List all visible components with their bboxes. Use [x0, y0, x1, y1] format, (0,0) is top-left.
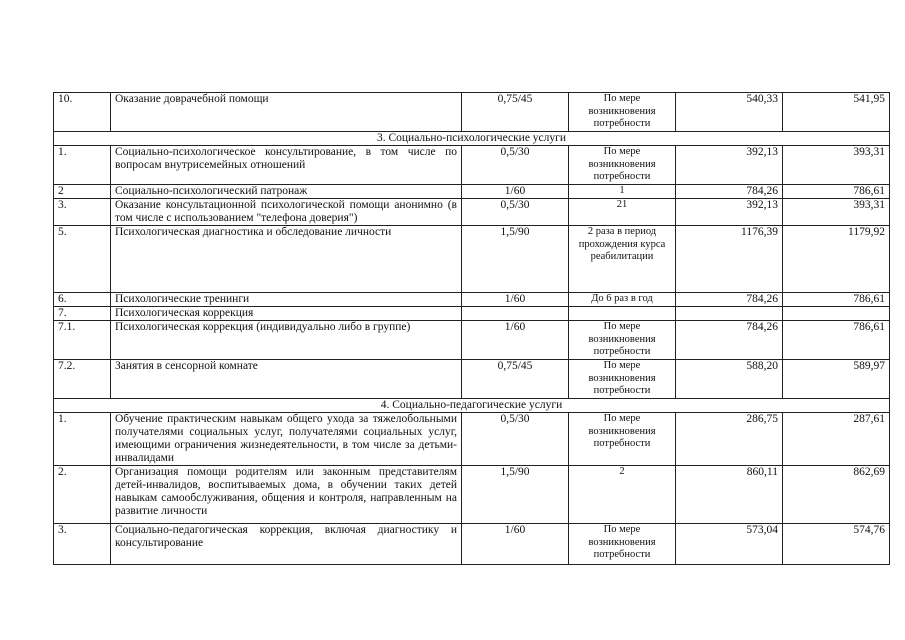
service-name: Организация помощи родителям или законным представителям детей-инвалидов, воспитываемых дома, в обучении таких детей навыкам самообслуживания, общения и контроля, направленным на развитие личности	[111, 466, 462, 524]
row-number: 2.	[54, 466, 111, 524]
service-name: Психологические тренинги	[111, 293, 462, 307]
price-2	[783, 307, 890, 321]
time-norm: 0,5/30	[462, 413, 569, 466]
frequency: По мере возникновения потребности	[569, 93, 676, 132]
row-number: 7.	[54, 307, 111, 321]
row-number: 6.	[54, 293, 111, 307]
price-1: 588,20	[676, 360, 783, 399]
frequency: 21	[569, 199, 676, 226]
table-row	[54, 93, 890, 132]
price-1: 784,26	[676, 185, 783, 199]
row-number: 3.	[54, 524, 111, 565]
price-1: 573,04	[676, 524, 783, 565]
section-title: 3. Социально-психологические услуги	[54, 132, 890, 146]
service-name: Обучение практическим навыкам общего ухода за тяжелобольными получателями социальных услуг, получателями социальных услуг, имеющими ограничения жизнедеятельности, в том числе за детьми-инвалидами	[111, 413, 462, 466]
frequency: По мере возникновения потребности	[569, 413, 676, 466]
price-2: 589,97	[783, 360, 890, 399]
frequency: По мере возникновения потребности	[569, 524, 676, 565]
table-row	[54, 360, 890, 399]
service-name: Занятия в сенсорной комнате	[111, 360, 462, 399]
time-norm: 0,75/45	[462, 360, 569, 399]
frequency	[569, 307, 676, 321]
price-2: 786,61	[783, 293, 890, 307]
time-norm: 1,5/90	[462, 466, 569, 524]
table-row	[54, 146, 890, 185]
time-norm: 1/60	[462, 524, 569, 565]
frequency: По мере возникновения потребности	[569, 321, 676, 360]
row-number: 1.	[54, 146, 111, 185]
row-number: 7.2.	[54, 360, 111, 399]
table-row	[54, 307, 890, 321]
price-1	[676, 307, 783, 321]
price-2: 786,61	[783, 321, 890, 360]
time-norm: 1,5/90	[462, 226, 569, 293]
service-name: Социально-психологическое консультирование, в том числе по вопросам внутрисемейных отношений	[111, 146, 462, 185]
section-row	[54, 399, 890, 413]
price-1: 1176,39	[676, 226, 783, 293]
row-number: 7.1.	[54, 321, 111, 360]
table-row	[54, 226, 890, 293]
price-2: 574,76	[783, 524, 890, 565]
frequency: До 6 раз в год	[569, 293, 676, 307]
table-row	[54, 185, 890, 199]
price-2: 1179,92	[783, 226, 890, 293]
time-norm: 0,5/30	[462, 199, 569, 226]
row-number: 3.	[54, 199, 111, 226]
price-2: 393,31	[783, 199, 890, 226]
frequency: 1	[569, 185, 676, 199]
price-1: 860,11	[676, 466, 783, 524]
section-row	[54, 132, 890, 146]
table-row	[54, 199, 890, 226]
price-1: 540,33	[676, 93, 783, 132]
price-2: 287,61	[783, 413, 890, 466]
service-name: Психологическая коррекция	[111, 307, 462, 321]
row-number: 10.	[54, 93, 111, 132]
service-name: Социально-педагогическая коррекция, включая диагностику и консультирование	[111, 524, 462, 565]
time-norm: 1/60	[462, 293, 569, 307]
time-norm: 1/60	[462, 185, 569, 199]
time-norm: 0,5/30	[462, 146, 569, 185]
price-2: 786,61	[783, 185, 890, 199]
section-title: 4. Социально-педагогические услуги	[54, 399, 890, 413]
table-row	[54, 321, 890, 360]
service-name: Психологическая коррекция (индивидуально либо в группе)	[111, 321, 462, 360]
frequency: 2	[569, 466, 676, 524]
time-norm: 0,75/45	[462, 93, 569, 132]
price-1: 784,26	[676, 321, 783, 360]
table-row	[54, 524, 890, 565]
table-row	[54, 466, 890, 524]
service-name: Психологическая диагностика и обследование личности	[111, 226, 462, 293]
price-2: 541,95	[783, 93, 890, 132]
table-row	[54, 293, 890, 307]
row-number: 1.	[54, 413, 111, 466]
row-number: 5.	[54, 226, 111, 293]
price-2: 862,69	[783, 466, 890, 524]
service-name: Оказание консультационной психологической помощи анонимно (в том числе с использованием "телефона доверия")	[111, 199, 462, 226]
price-1: 392,13	[676, 146, 783, 185]
time-norm	[462, 307, 569, 321]
frequency: По мере возникновения потребности	[569, 146, 676, 185]
price-1: 784,26	[676, 293, 783, 307]
service-name: Социально-психологический патронаж	[111, 185, 462, 199]
frequency: 2 раза в период прохождения курса реабилитации	[569, 226, 676, 293]
row-number: 2	[54, 185, 111, 199]
price-1: 286,75	[676, 413, 783, 466]
price-2: 393,31	[783, 146, 890, 185]
service-name: Оказание доврачебной помощи	[111, 93, 462, 132]
services-table	[53, 92, 890, 565]
price-1: 392,13	[676, 199, 783, 226]
table-row	[54, 413, 890, 466]
frequency: По мере возникновения потребности	[569, 360, 676, 399]
time-norm: 1/60	[462, 321, 569, 360]
